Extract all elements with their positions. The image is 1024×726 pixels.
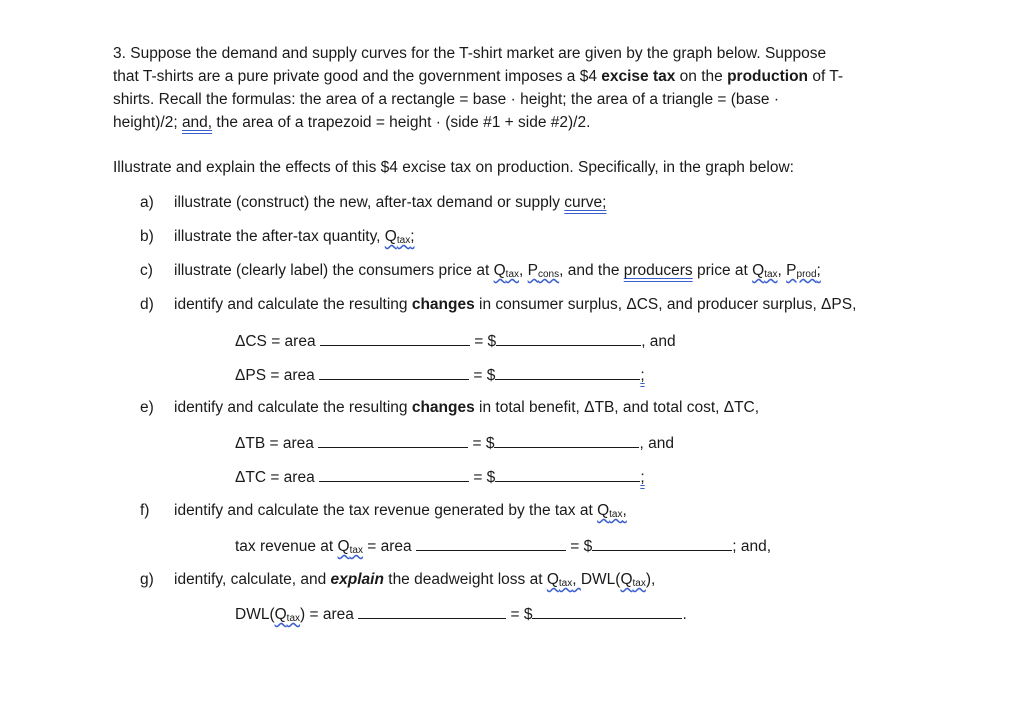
dwl-answer-line: DWL(Qtax) = area = $ .: [235, 606, 687, 624]
item-b-letter: b): [140, 228, 154, 245]
item-f-text: identify and calculate the tax revenue generated by the tax at Qtax,: [174, 502, 627, 520]
question-line-1: 3. Suppose the demand and supply curves for the T-shirt market are given by the graph below. Suppose: [113, 45, 827, 62]
item-d-text: identify and calculate the resulting changes in consumer surplus, ΔCS, and producer surplus, ΔPS,: [174, 296, 857, 313]
question-line-4: height)/2; and, the area of a trapezoid = height · (side #1 + side #2)/2.: [113, 114, 591, 131]
item-a-letter: a): [140, 194, 154, 211]
tb-answer-line: ΔTB = area = $ , and: [235, 435, 674, 452]
tc-area-blank[interactable]: [319, 467, 469, 482]
item-c-text: illustrate (clearly label) the consumers price at Qtax, Pcons, and the producers price at Qtax, Pprod;: [174, 262, 821, 280]
tb-area-blank[interactable]: [318, 433, 468, 448]
item-g-text: identify, calculate, and explain the deadweight loss at Qtax, DWL(Qtax),: [174, 571, 656, 589]
ps-value-blank[interactable]: [495, 365, 640, 380]
cs-value-blank[interactable]: [496, 331, 641, 346]
tc-value-blank[interactable]: [495, 467, 640, 482]
question-line-2: that T-shirts are a pure private good and the government imposes a $4 excise tax on the production of T-: [113, 68, 844, 85]
tc-answer-line: ΔTC = area = $ ;: [235, 469, 645, 486]
tax-revenue-value-blank[interactable]: [592, 536, 732, 551]
cs-area-blank[interactable]: [320, 331, 470, 346]
tax-revenue-area-blank[interactable]: [416, 536, 566, 551]
tax-revenue-answer-line: tax revenue at Qtax = area = $ ; and,: [235, 538, 772, 556]
question-line-3: shirts. Recall the formulas: the area of a rectangle = base · height; the area of a triangle = (base ·: [113, 91, 780, 108]
item-a-text: illustrate (construct) the new, after-tax demand or supply curve;: [174, 194, 607, 211]
item-e-text: identify and calculate the resulting changes in total benefit, ΔTB, and total cost, ΔTC,: [174, 399, 760, 416]
tb-value-blank[interactable]: [494, 433, 639, 448]
cs-answer-line: ΔCS = area = $ , and: [235, 333, 676, 350]
ps-answer-line: ΔPS = area = $ ;: [235, 367, 645, 384]
dwl-area-blank[interactable]: [358, 604, 506, 619]
item-b-text: illustrate the after-tax quantity, Qtax;: [174, 228, 415, 246]
item-d-letter: d): [140, 296, 154, 313]
instruction: Illustrate and explain the effects of this $4 excise tax on production. Specifically, in the graph below:: [113, 159, 794, 176]
dwl-value-blank[interactable]: [532, 604, 682, 619]
item-g-letter: g): [140, 571, 154, 588]
item-f-letter: f): [140, 502, 150, 519]
ps-area-blank[interactable]: [319, 365, 469, 380]
item-e-letter: e): [140, 399, 154, 416]
item-c-letter: c): [140, 262, 153, 279]
